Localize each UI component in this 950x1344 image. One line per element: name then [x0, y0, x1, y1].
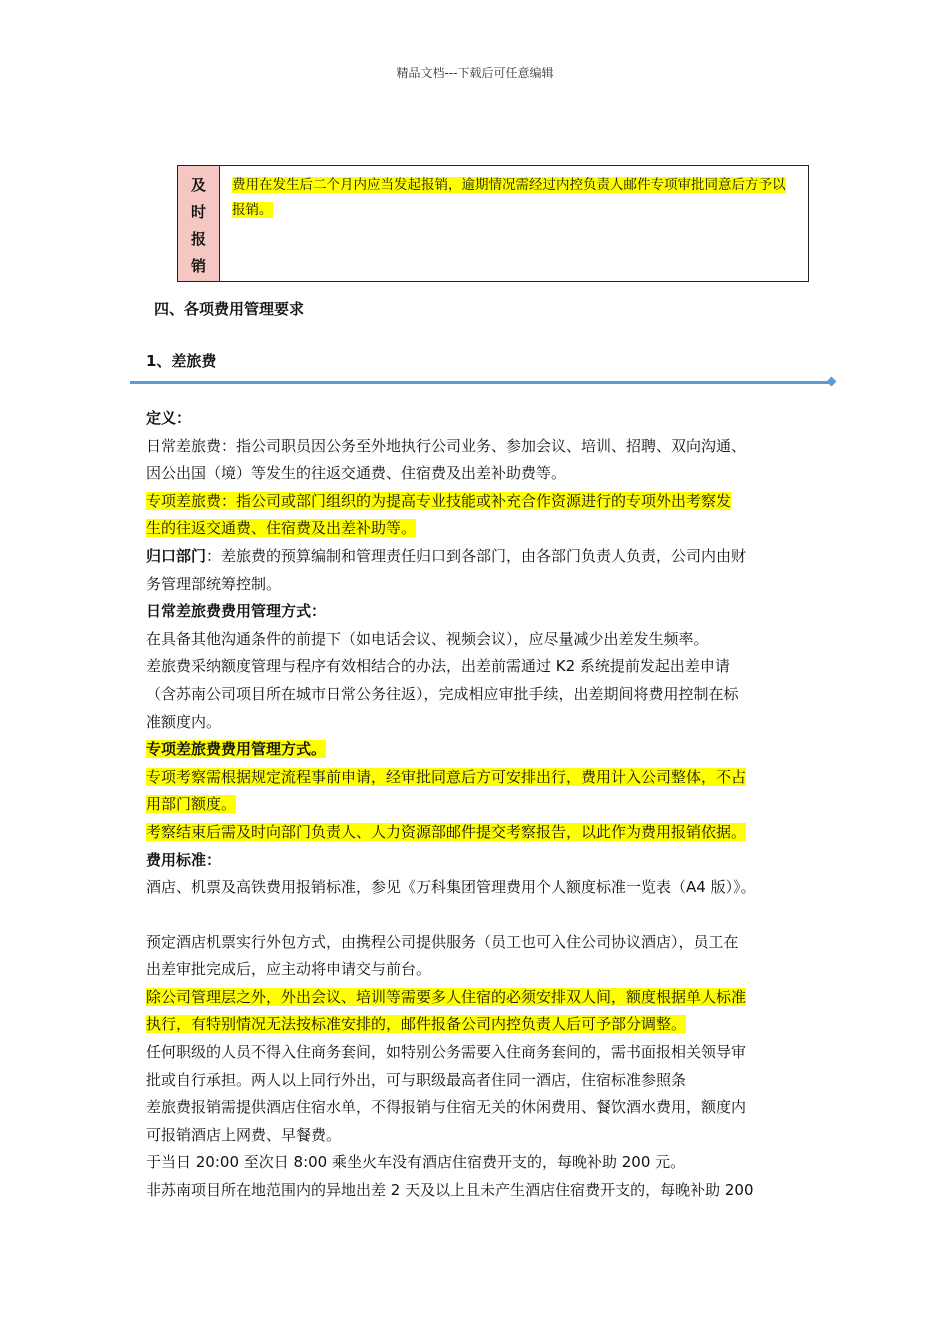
paragraph — [146, 791, 836, 819]
table-content-cell — [220, 166, 808, 281]
paragraph: （含苏南公司项目所在城市日常公务往返），完成相应审批手续，出差期间将费用控制在标 — [146, 684, 739, 703]
paragraph — [146, 984, 836, 1012]
paragraph: 在具备其他沟通条件的前提下（如电话会议、视频会议），应尽量减少出差发生频率。 — [146, 629, 709, 648]
paragraph — [146, 764, 836, 792]
timely-reimbursement-table — [177, 165, 809, 282]
paragraph: 非苏南项目所在地范围内的异地出差 2 天及以上且未产生酒店住宿费开支的，每晚补助 200 — [146, 1181, 754, 1200]
paragraph — [146, 515, 836, 543]
paragraph — [146, 819, 836, 847]
highlight-text: 专项差旅费：指公司或部门组织的为提高专业技能或补充合作资源进行的专项外出考察发 — [146, 491, 732, 510]
highlight-text: 执行，有特别情况无法按标准安排的，邮件报备公司内控负责人后可予部分调整。 — [146, 1015, 687, 1034]
label-char: 及 — [190, 176, 206, 194]
paragraph: 差旅费报销需提供酒店住宿水单，不得报销与住宿无关的休闲费用、餐饮酒水费用，额度内 — [146, 1098, 747, 1117]
body-content — [146, 405, 836, 1205]
label-char: 时 — [190, 203, 206, 221]
paragraph: 酒店、机票及高铁费用报销标准，参见《万科集团管理费用个人额度标准一览表（A4 版）》。 — [146, 878, 756, 897]
special-mgmt-title — [146, 736, 836, 764]
paragraph: 准额度内。 — [146, 712, 222, 731]
dept-label: 归口部门 — [146, 546, 207, 565]
divider-line — [130, 381, 830, 384]
notice-text: 费用在发生后二个月内应当发起报销，逾期情况需经过内控负责人邮件专项审批同意后方予以报销。 — [232, 177, 786, 218]
paragraph — [146, 543, 836, 571]
definition-label: 定义： — [146, 409, 192, 427]
paragraph: 差旅费采纳额度管理与程序有效相结合的办法，出差前需通过 K2 系统提前发起出差申请 — [146, 657, 730, 676]
highlight-text: 考察结束后需及时向部门负责人、人力资源部邮件提交考察报告，以此作为费用报销依据。 — [146, 822, 747, 841]
paragraph: 务管理部统筹控制。 — [146, 574, 282, 593]
label-char: 销 — [190, 257, 206, 275]
sub-title: 1、差旅费 — [146, 352, 217, 370]
paragraph: 可报销酒店上网费、早餐费。 — [146, 1125, 342, 1144]
spacer — [146, 902, 836, 929]
standard-title: 费用标准： — [146, 850, 222, 869]
paragraph: 出差审批完成后，应主动将申请交与前台。 — [146, 960, 432, 979]
paragraph: 任何职级的人员不得入住商务套间，如特别公务需要入住商务套间的，需书面报相关领导审 — [146, 1043, 747, 1062]
header-note: 精品文档---下载后可任意编辑 — [396, 66, 554, 80]
paragraph — [146, 488, 836, 516]
highlight-text: 专项差旅费费用管理方式。 — [146, 740, 327, 759]
highlight-text: 除公司管理层之外，外出会议、培训等需要多人住宿的必须安排双人间，额度根据单人标准 — [146, 987, 747, 1006]
divider-diamond-icon — [827, 377, 837, 387]
paragraph — [146, 1011, 836, 1039]
table-label-cell — [178, 166, 220, 281]
highlight-text: 生的往返交通费、住宿费及出差补助等。 — [146, 519, 417, 538]
section-title: 四、各项费用管理要求 — [154, 300, 305, 318]
highlight-text: 用部门额度。 — [146, 795, 237, 814]
paragraph: 于当日 20:00 至次日 8:00 乘坐火车没有酒店住宿费开支的，每晚补助 200 元。 — [146, 1153, 686, 1172]
daily-mgmt-title: 日常差旅费费用管理方式： — [146, 602, 327, 621]
dept-text: ：差旅费的预算编制和管理责任归口到各部门，由各部门负责人负责，公司内由财 — [206, 546, 747, 565]
paragraph: 预定酒店机票实行外包方式，由携程公司提供服务（员工也可入住公司协议酒店），员工在 — [146, 932, 739, 951]
paragraph: 日常差旅费：指公司职员因公务至外地执行公司业务、参加会议、培训、招聘、双向沟通、 — [146, 436, 747, 455]
label-char: 报 — [190, 230, 206, 248]
paragraph: 因公出国（境）等发生的往返交通费、住宿费及出差补助费等。 — [146, 464, 567, 483]
highlight-text: 专项考察需根据规定流程事前申请，经审批同意后方可安排出行，费用计入公司整体，不占 — [146, 767, 747, 786]
paragraph: 批或自行承担。两人以上同行外出，可与职级最高者住同一酒店，住宿标准参照条 — [146, 1070, 687, 1089]
